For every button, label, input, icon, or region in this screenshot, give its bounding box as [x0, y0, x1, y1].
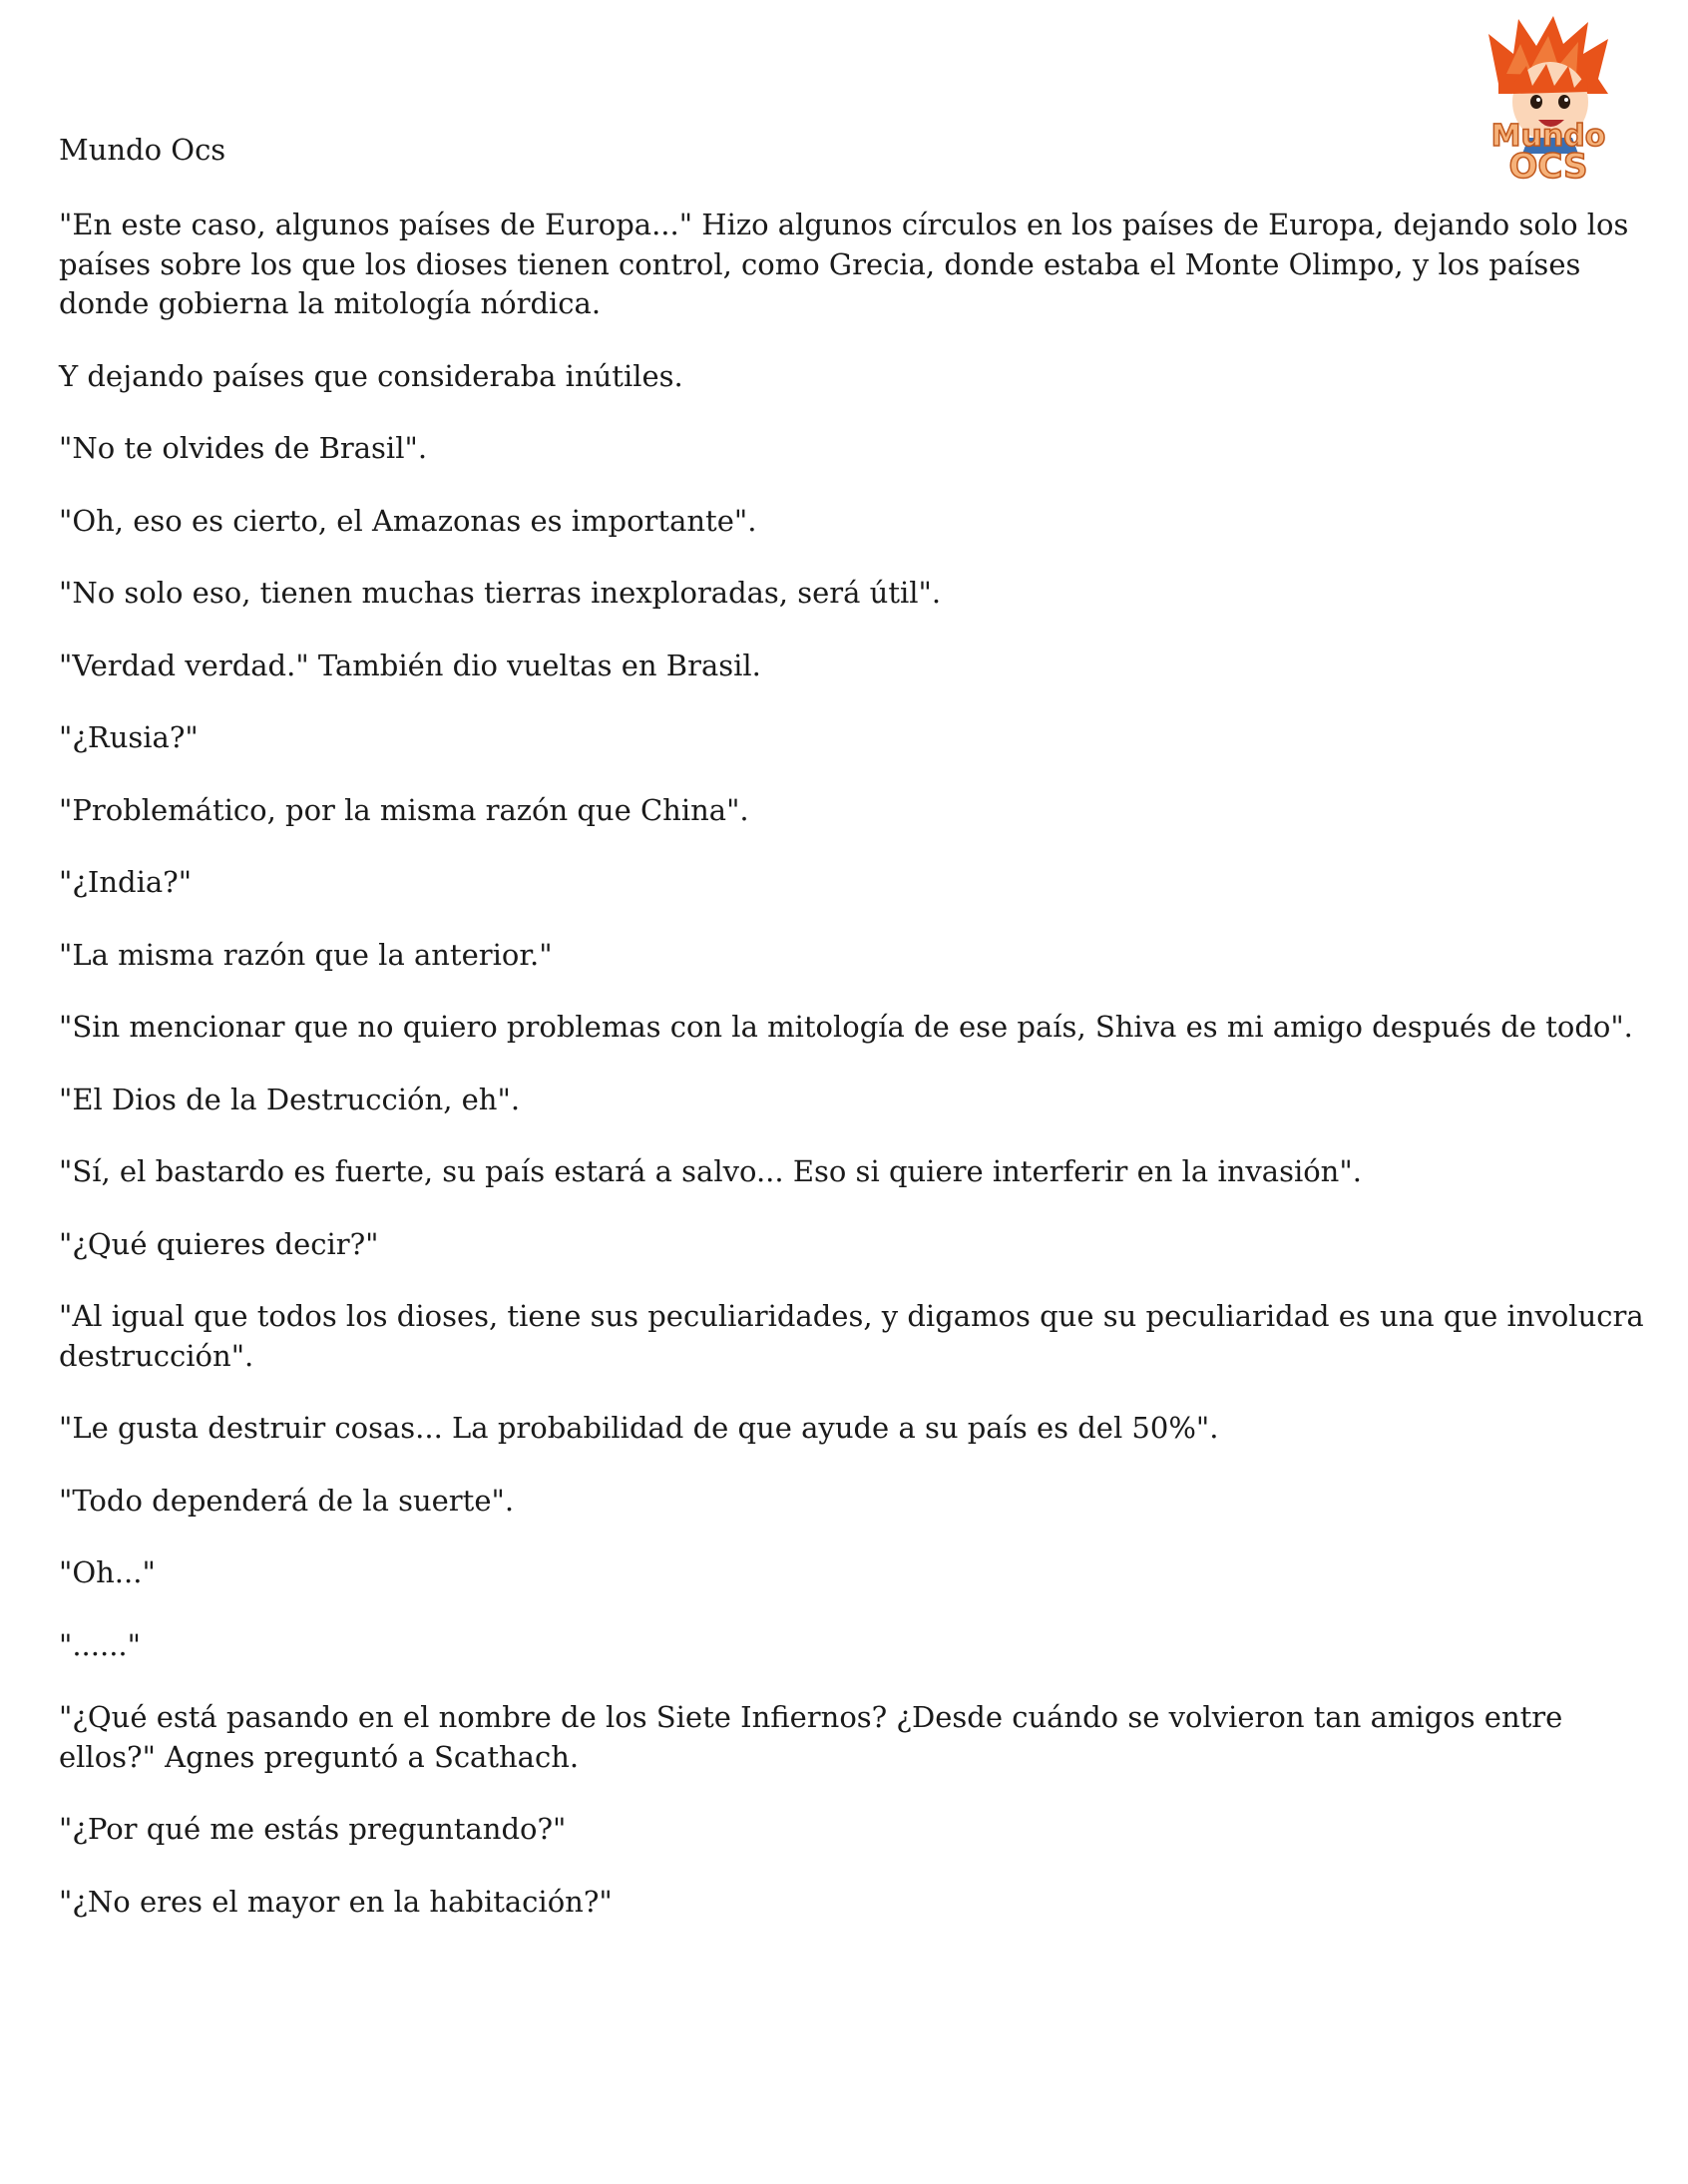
mundo-ocs-logo-icon [1459, 14, 1638, 184]
paragraph: "Sin mencionar que no quiero problemas con la mitología de ese país, Shiva es mi amigo después de todo". [59, 1010, 1633, 1044]
paragraph: "Oh..." [59, 1555, 156, 1589]
paragraph: "¿Por qué me estás preguntando?" [59, 1812, 567, 1846]
paragraph: "¿India?" [59, 865, 193, 899]
paragraph: "¿Rusia?" [59, 720, 199, 754]
paragraph: "¿Qué quieres decir?" [59, 1226, 379, 1261]
paragraph: "Le gusta destruir cosas... La probabilidad de que ayude a su país es del 50%". [59, 1411, 1219, 1445]
paragraph: "Verdad verdad." También dio vueltas en Brasil. [59, 648, 761, 682]
paragraph: "......" [59, 1627, 141, 1662]
svg-text:Mundo: Mundo [1490, 119, 1606, 154]
paragraph: "Oh, eso es cierto, el Amazonas es importante". [59, 503, 757, 538]
svg-text:OCS: OCS [1508, 147, 1588, 184]
paragraph: "En este caso, algunos países de Europa..." Hizo algunos círculos en los países de Europa, dejando solo los países sobre los que los dioses tienen control, como Grecia, donde estaba el Monte Olimpo, y los países donde gobierna la mitología nórdica. [59, 208, 1629, 320]
paragraph: "¿No eres el mayor en la habitación?" [59, 1884, 613, 1919]
paragraph: "Sí, el bastardo es fuerte, su país estará a salvo... Eso si quiere interferir en la invasión". [59, 1154, 1362, 1188]
document-body [59, 206, 1645, 1955]
paragraph: "Todo dependerá de la suerte". [59, 1483, 515, 1518]
header-title: Mundo Ocs [59, 133, 226, 167]
paragraph: "No solo eso, tienen muchas tierras inexploradas, será útil". [59, 576, 942, 610]
paragraph: "Problemático, por la misma razón que China". [59, 792, 749, 827]
paragraph: "No te olvides de Brasil". [59, 431, 428, 465]
paragraph: "La misma razón que la anterior." [59, 937, 553, 972]
paragraph: "El Dios de la Destrucción, eh". [59, 1082, 521, 1116]
paragraph: "Al igual que todos los dioses, tiene sus peculiaridades, y digamos que su peculiaridad es una que involucra destrucción". [59, 1299, 1644, 1373]
mundo-ocs-logo [1459, 14, 1638, 184]
paragraph: Y dejando países que consideraba inútiles. [59, 358, 683, 393]
paragraph: "¿Qué está pasando en el nombre de los Siete Infiernos? ¿Desde cuándo se volvieron tan amigos entre ellos?" Agnes preguntó a Scathach. [59, 1700, 1563, 1774]
